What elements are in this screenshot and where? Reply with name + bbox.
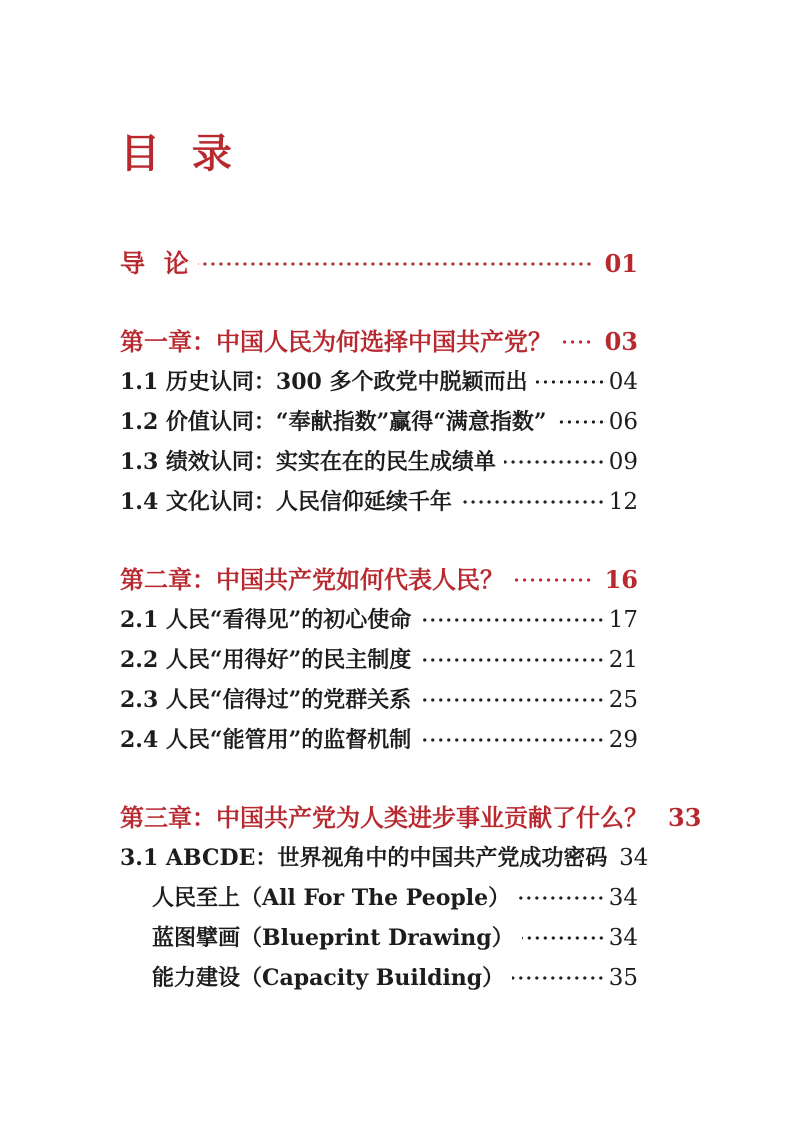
toc-page-number: 25 (608, 687, 638, 713)
toc-leader-dots (460, 482, 605, 522)
toc-leader-dots (512, 958, 605, 998)
toc-page-number: 21 (608, 647, 638, 673)
toc-page-number: 09 (608, 449, 638, 475)
toc-entry-label: 导 论 (120, 249, 190, 278)
toc-entry-label: 1.1 历史认同：300 多个政党中脱颖而出 (120, 369, 528, 395)
toc-entry-label: 1.3 绩效认同：实实在在的民生成绩单 (120, 449, 496, 475)
toc-entry-subitem-15[interactable] (120, 958, 638, 998)
toc-entry-item-4[interactable] (120, 442, 638, 482)
toc-entry-label: 2.3 人民“信得过”的党群关系 (120, 687, 412, 713)
toc-entry-label: 2.1 人民“看得见”的初心使命 (120, 607, 412, 633)
toc-leader-dots (555, 402, 605, 442)
toc-entry-item-3[interactable] (120, 402, 638, 442)
toc-entry-item-2[interactable] (120, 362, 638, 402)
toc-leader-dots (419, 720, 605, 760)
toc-entry-item-5[interactable] (120, 482, 638, 522)
toc-entry-subitem-14[interactable] (120, 918, 638, 958)
toc-page-number: 34 (619, 845, 649, 871)
toc-page-number: 35 (608, 965, 638, 991)
page-title: 目 录 (120, 130, 234, 177)
toc-entry-label: 能力建设（Capacity Building） (152, 965, 505, 991)
toc-entry-chapter-6[interactable] (120, 560, 638, 600)
toc-page-number: 34 (608, 925, 638, 951)
toc-page-number: 03 (604, 327, 638, 356)
toc-entry-subitem-13[interactable] (120, 878, 638, 918)
toc-entry-chapter-11[interactable] (120, 798, 702, 838)
toc-entry-label: 第二章：中国共产党如何代表人民？ (120, 565, 504, 594)
table-of-contents (120, 244, 702, 998)
toc-entry-item-10[interactable] (120, 720, 638, 760)
toc-page-number: 17 (608, 607, 638, 633)
toc-entry-label: 蓝图擘画（Blueprint Drawing） (152, 925, 514, 951)
toc-entry-label: 1.4 文化认同：人民信仰延续千年 (120, 489, 452, 515)
toc-leader-dots (522, 918, 605, 958)
toc-entry-item-7[interactable] (120, 600, 638, 640)
toc-page-number: 04 (608, 369, 638, 395)
toc-entry-label: 2.4 人民“能管用”的监督机制 (120, 727, 412, 753)
toc-leader-dots (198, 244, 593, 284)
toc-entry-item-12[interactable] (120, 838, 649, 878)
toc-leader-dots (419, 640, 605, 680)
toc-leader-dots (518, 878, 605, 918)
toc-entry-item-9[interactable] (120, 680, 638, 720)
toc-leader-dots (536, 362, 605, 402)
toc-leader-dots (419, 600, 605, 640)
toc-page-number: 29 (608, 727, 638, 753)
toc-page-number: 06 (608, 409, 638, 435)
toc-entry-label: 第三章：中国共产党为人类进步事业贡献了什么？ (120, 803, 648, 832)
toc-entry-label: 1.2 价值认同：“奉献指数”赢得“满意指数” (120, 409, 547, 435)
toc-entry-label: 3.1 ABCDE：世界视角中的中国共产党成功密码 (120, 845, 608, 871)
toc-entry-label: 第一章：中国人民为何选择中国共产党？ (120, 327, 552, 356)
toc-entry-item-8[interactable] (120, 640, 638, 680)
toc-page-number: 34 (608, 885, 638, 911)
toc-page-number: 12 (608, 489, 638, 515)
toc-leader-dots (512, 560, 593, 600)
toc-leader-dots (419, 680, 605, 720)
toc-entry-label: 人民至上（All For The People） (152, 885, 511, 911)
toc-leader-dots (504, 442, 605, 482)
toc-page-number: 01 (604, 249, 638, 278)
toc-entry-chapter-1[interactable] (120, 322, 638, 362)
toc-entry-label: 2.2 人民“用得好”的民主制度 (120, 647, 412, 673)
toc-entry-intro-0[interactable] (120, 244, 638, 284)
toc-leader-dots (560, 322, 593, 362)
toc-page-number: 33 (668, 803, 702, 832)
toc-page-number: 16 (604, 565, 638, 594)
